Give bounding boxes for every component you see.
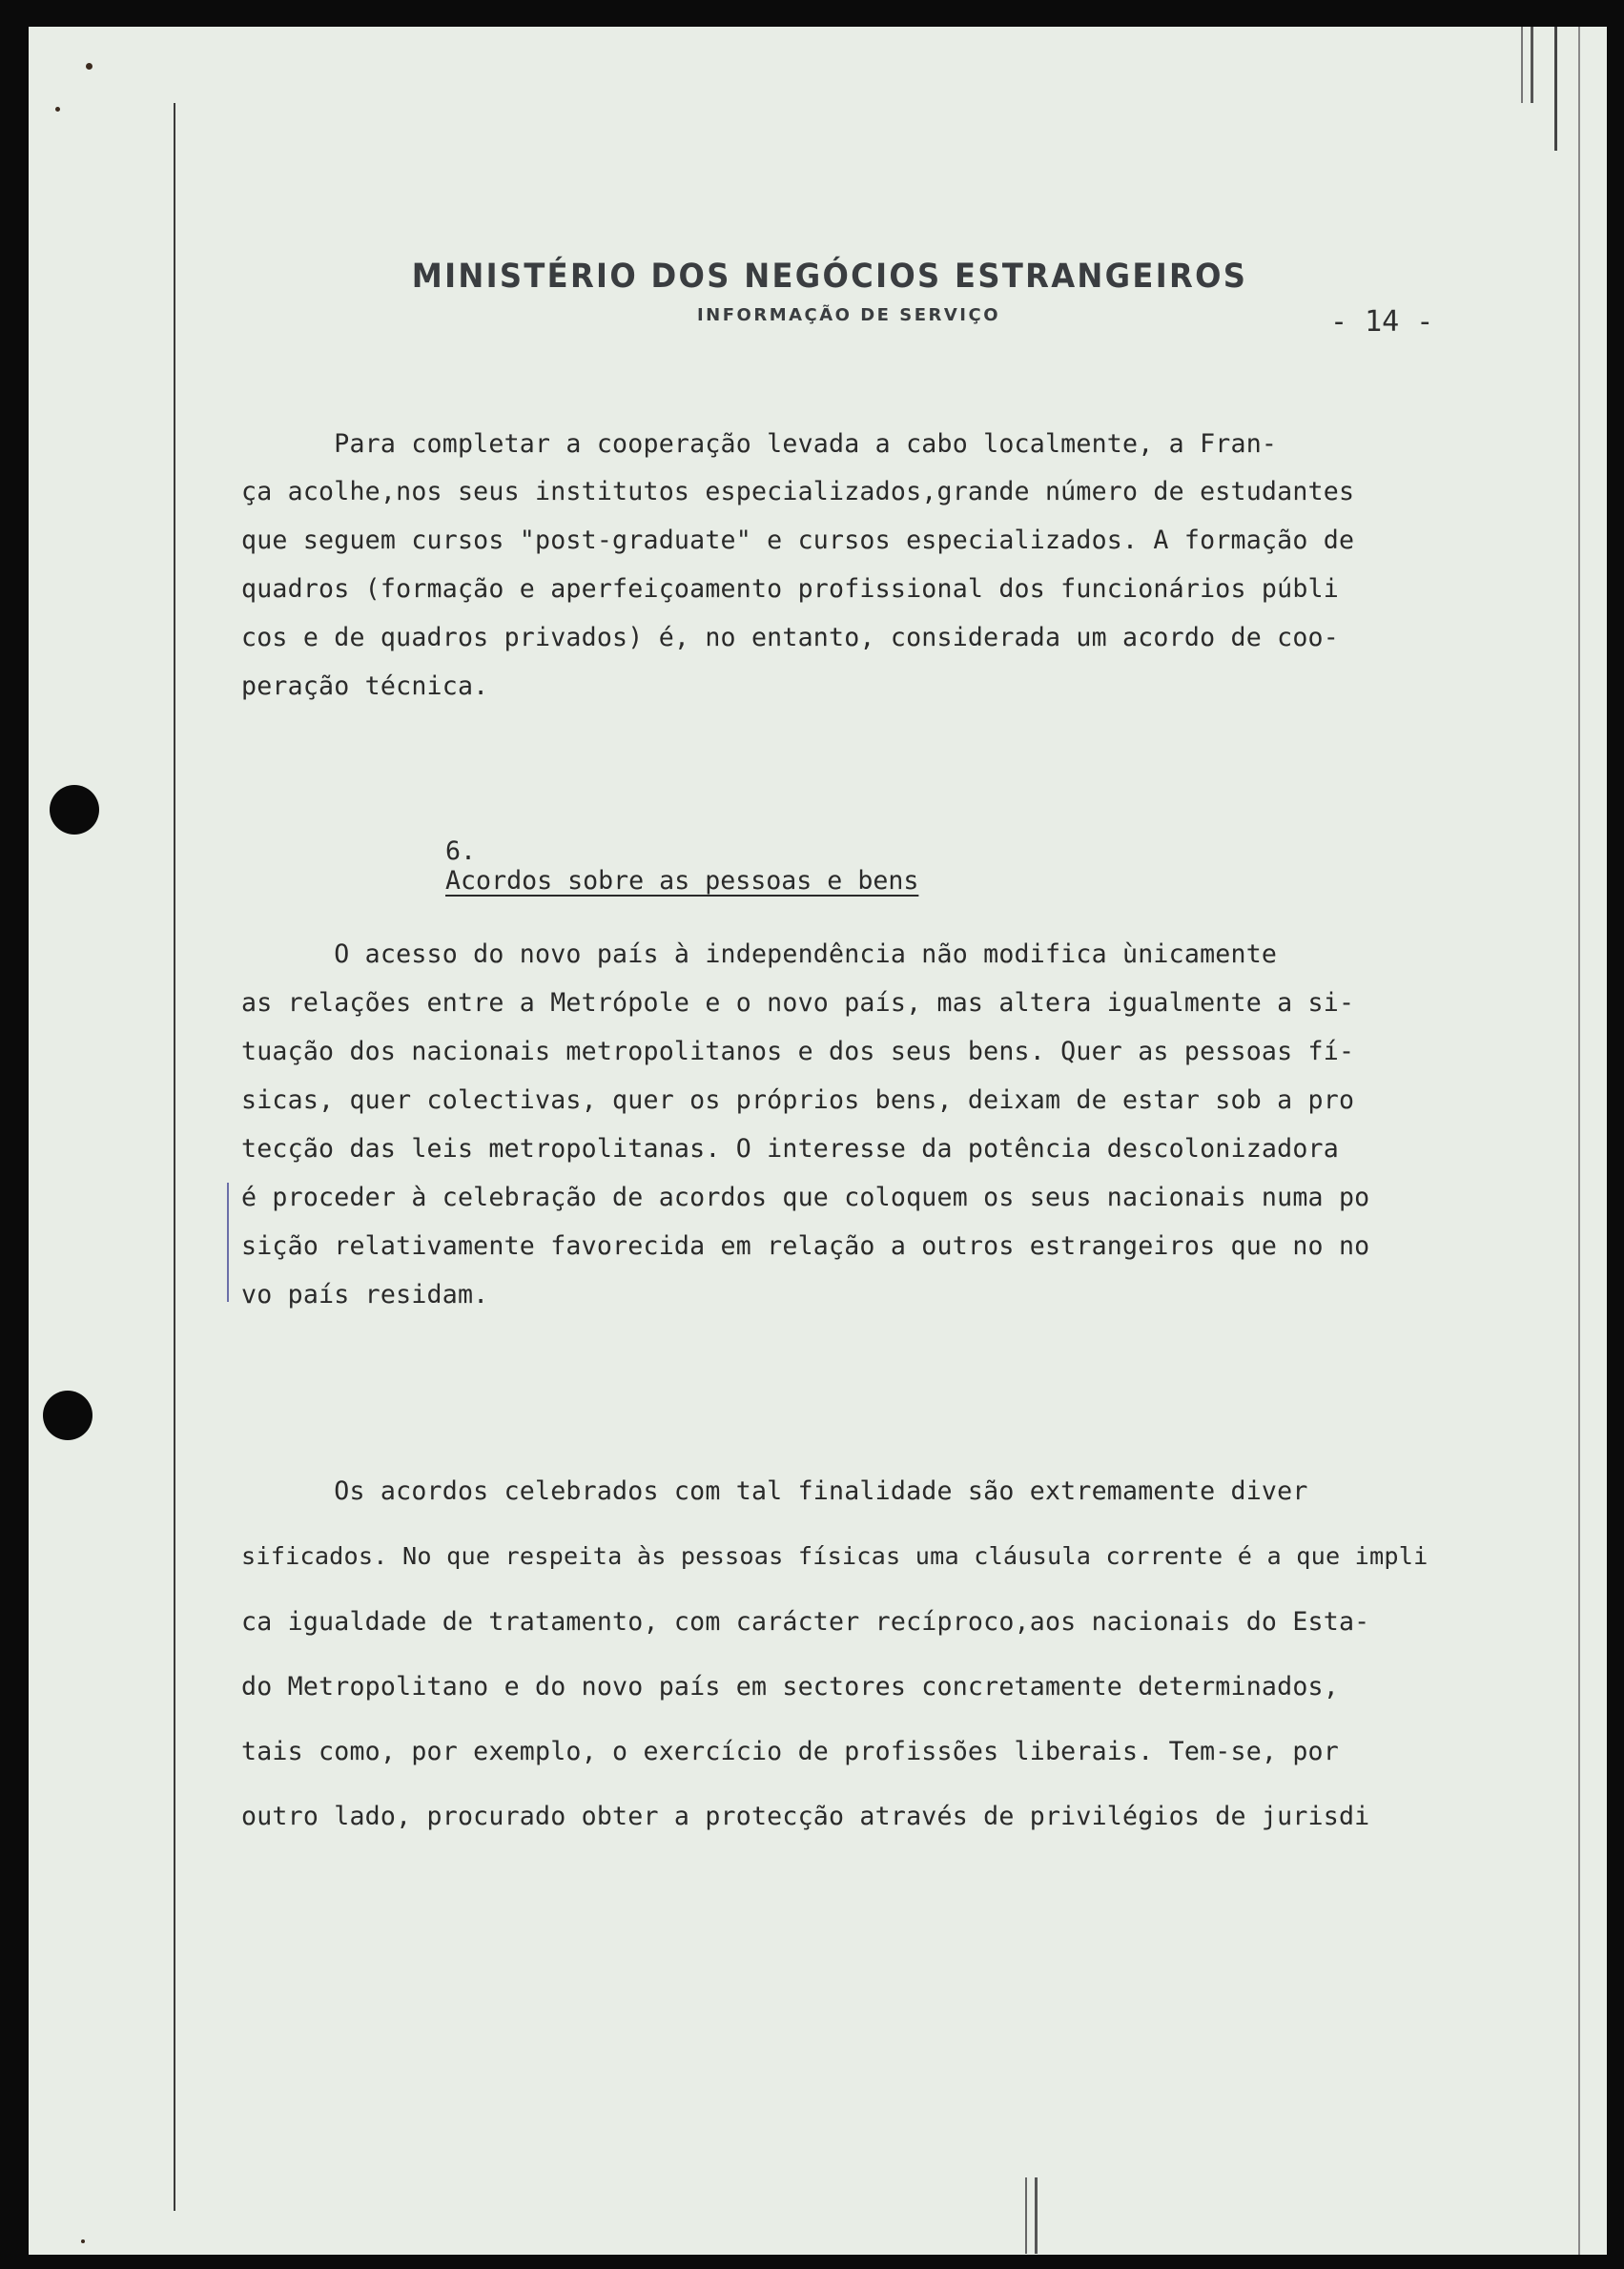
- margin-bracket: [227, 1183, 229, 1302]
- punch-hole: [50, 785, 99, 835]
- edge-mark: [1554, 27, 1557, 151]
- edge-mark: [1531, 27, 1533, 103]
- text-line: outro lado, procurado obter a protecção através de privilégios de jurisdi: [241, 1802, 1370, 1831]
- text-line: Para completar a cooperação levada a cabo localmente, a Fran-: [241, 429, 1278, 459]
- paragraph-2: [241, 939, 1531, 1310]
- section-number: 6.: [445, 836, 477, 866]
- text-line: tuação dos nacionais metropolitanos e dos seus bens. Quer as pessoas fí-: [241, 1037, 1355, 1066]
- edge-mark: [1521, 27, 1523, 103]
- page-number: - 14 -: [1330, 305, 1434, 339]
- paragraph-1: [241, 429, 1531, 701]
- text-line: ça acolhe,nos seus institutos especializados,grande número de estudantes: [241, 477, 1355, 506]
- paragraph-3: [241, 1476, 1531, 1831]
- edge-mark: [1578, 27, 1580, 2255]
- text-line: tais como, por exemplo, o exercício de profissões liberais. Tem-se, por: [241, 1737, 1339, 1766]
- speck: [81, 2239, 85, 2243]
- ministry-title: MINISTÉRIO DOS NEGÓCIOS ESTRANGEIROS: [411, 258, 1248, 296]
- punch-hole: [43, 1391, 93, 1440]
- section-title: Acordos sobre as pessoas e bens: [445, 866, 919, 896]
- text-line: sição relativamente favorecida em relação a outros estrangeiros que no no: [241, 1231, 1370, 1261]
- speck: [55, 107, 60, 112]
- binding-margin-line: [174, 103, 175, 2211]
- text-line: que seguem cursos "post-graduate" e cursos especializados. A formação de: [241, 526, 1355, 555]
- text-line: sicas, quer colectivas, quer os próprios bens, deixam de estar sob a pro: [241, 1085, 1355, 1115]
- text-line: quadros (formação e aperfeiçoamento profissional dos funcionários públi: [241, 574, 1339, 604]
- service-subtitle: INFORMAÇÃO DE SERVIÇO: [696, 305, 1001, 325]
- text-line: é proceder à celebração de acordos que coloquem os seus nacionais numa po: [241, 1183, 1370, 1212]
- text-line: as relações entre a Metrópole e o novo país, mas altera igualmente a si-: [241, 988, 1355, 1018]
- text-line: cos e de quadros privados) é, no entanto, considerada um acordo de coo-: [241, 623, 1339, 652]
- letterhead: [372, 258, 1287, 325]
- text-line: sificados. No que respeita às pessoas físicas uma cláusula corrente é a que impli: [241, 1542, 1429, 1570]
- speck: [86, 63, 93, 70]
- text-line: tecção das leis metropolitanas. O interesse da potência descolonizadora: [241, 1134, 1339, 1164]
- text-line: O acesso do novo país à independência não modifica ùnicamente: [241, 939, 1278, 969]
- text-line: vo país residam.: [241, 1280, 489, 1310]
- edge-mark: [1025, 2177, 1027, 2254]
- text-line: ca igualdade de tratamento, com carácter recíproco,aos nacionais do Esta-: [241, 1607, 1370, 1637]
- text-line: peração técnica.: [241, 671, 489, 701]
- text-line: Os acordos celebrados com tal finalidade são extremamente diver: [241, 1476, 1308, 1506]
- edge-mark: [1035, 2177, 1038, 2254]
- text-line: do Metropolitano e do novo país em sectores concretamente determinados,: [241, 1672, 1339, 1702]
- section-heading: [415, 807, 918, 896]
